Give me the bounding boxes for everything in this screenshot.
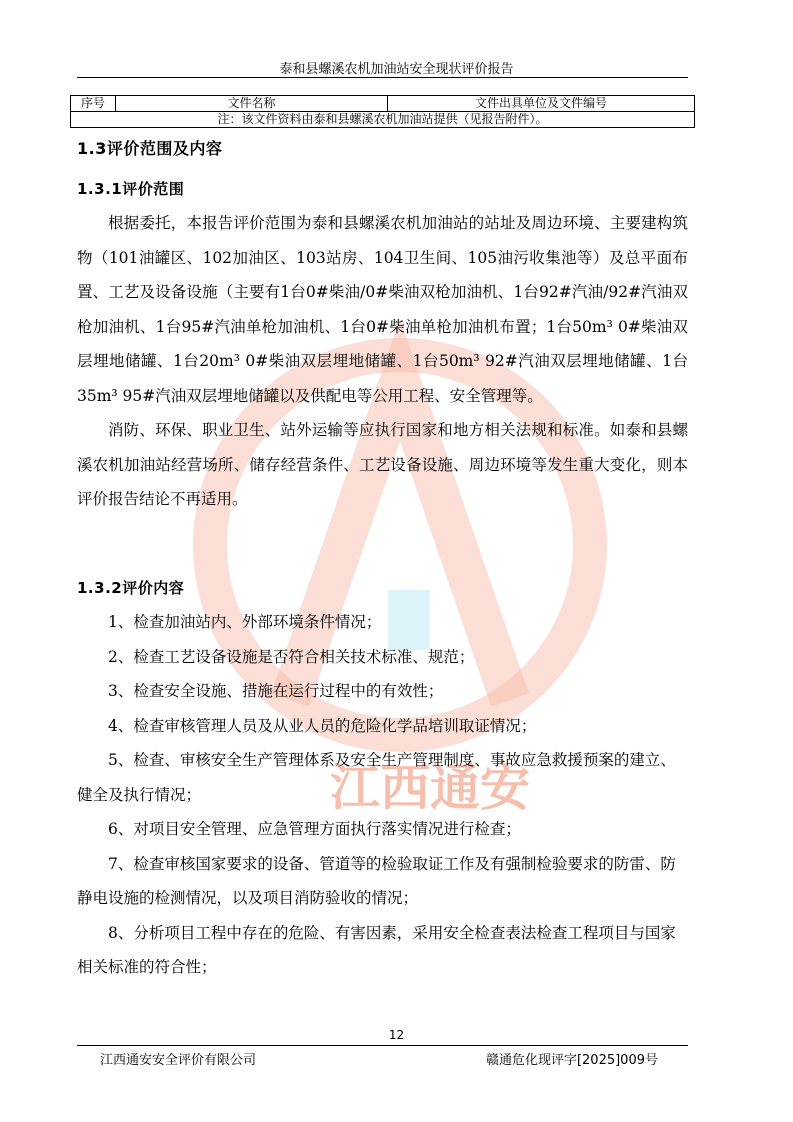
scope-paragraph: 消防、环保、职业卫生、站外运输等应执行国家和地方相关法规和标准。如泰和县螺溪农机加油站经营场所、储存经营条件、工艺设备设施、周边环境等发生重大变化，则本评价报告结论不再适用。	[77, 421, 688, 508]
header-title: 泰和县螺溪农机加油站安全现状评价报告	[279, 62, 514, 77]
table-row	[71, 112, 695, 128]
scope-body	[77, 206, 688, 517]
list-item: 5、检查、审核安全生产管理体系及安全生产管理制度、事故应急救援预案的建立、健全及执行情况；	[77, 751, 676, 804]
list-item: 2、检查工艺设备设施是否符合相关技术标准、规范；	[108, 647, 475, 666]
list-item: 7、检查审核国家要求的设备、管道等的检验取证工作及有强制检验要求的防雷、防静电设施的检测情况，以及项目消防验收的情况；	[77, 854, 676, 907]
section-heading-1-3-1: 1.3.1评价范围	[77, 180, 185, 198]
list-item: 4、检查审核管理人员及从业人员的危险化学品培训取证情况；	[108, 716, 537, 735]
footer-company: 江西通安安全评价有限公司	[100, 1053, 257, 1068]
page-number: 12	[388, 1028, 405, 1042]
table-note: 注：该文件资料由泰和县螺溪农机加油站提供（见报告附件）。	[71, 112, 695, 128]
table-row	[71, 96, 695, 112]
list-item: 8、分析项目工程中存在的危险、有害因素，采用安全检查表法检查工程项目与国家相关标准的符合性；	[77, 923, 676, 976]
list-item: 3、检查安全设施、措施在运行过程中的有效性；	[108, 682, 444, 700]
section-heading-1-3-2: 1.3.2评价内容	[77, 579, 185, 597]
column-header-issuer: 文件出具单位及文件编号	[388, 96, 695, 112]
section-heading-1-3: 1.3评价范围及内容	[77, 139, 223, 158]
footer-rule	[77, 1045, 688, 1046]
watermark-text: 江西通安	[330, 759, 530, 817]
content-list	[77, 605, 688, 985]
list-item: 6、对项目安全管理、应急管理方面执行落实情况进行检查；	[108, 820, 521, 838]
header-rule	[77, 77, 688, 78]
column-header-no: 序号	[71, 96, 116, 112]
column-header-name: 文件名称	[116, 96, 388, 112]
footer-doc-number: 赣通危化现评字[2025]009号	[485, 1053, 658, 1068]
list-item: 1、检查加油站内、外部环境条件情况；	[108, 613, 382, 631]
reference-table	[70, 95, 695, 128]
scope-paragraph: 根据委托，本报告评价范围为泰和县螺溪农机加油站的站址及周边环境、主要建构筑物（101油罐区、102加油区、103站房、104卫生间、105油污收集池等）及总平面布置、工艺及设备设施（主要有1台0#柴油/0#柴油双枪加油机、1台92#汽油/92#汽油双枪加油机、1台95#汽油单枪加油机、1台0#柴油单枪加油机布置；1台50m³ 0#柴油双层埋地储罐、1台20m³ 0#柴油双层埋地储罐、1台50m³ 92#汽油双层埋地储罐、1台35m³ 95#汽油双层埋地储罐以及供配电等公用工程、安全管理等。	[77, 214, 688, 405]
